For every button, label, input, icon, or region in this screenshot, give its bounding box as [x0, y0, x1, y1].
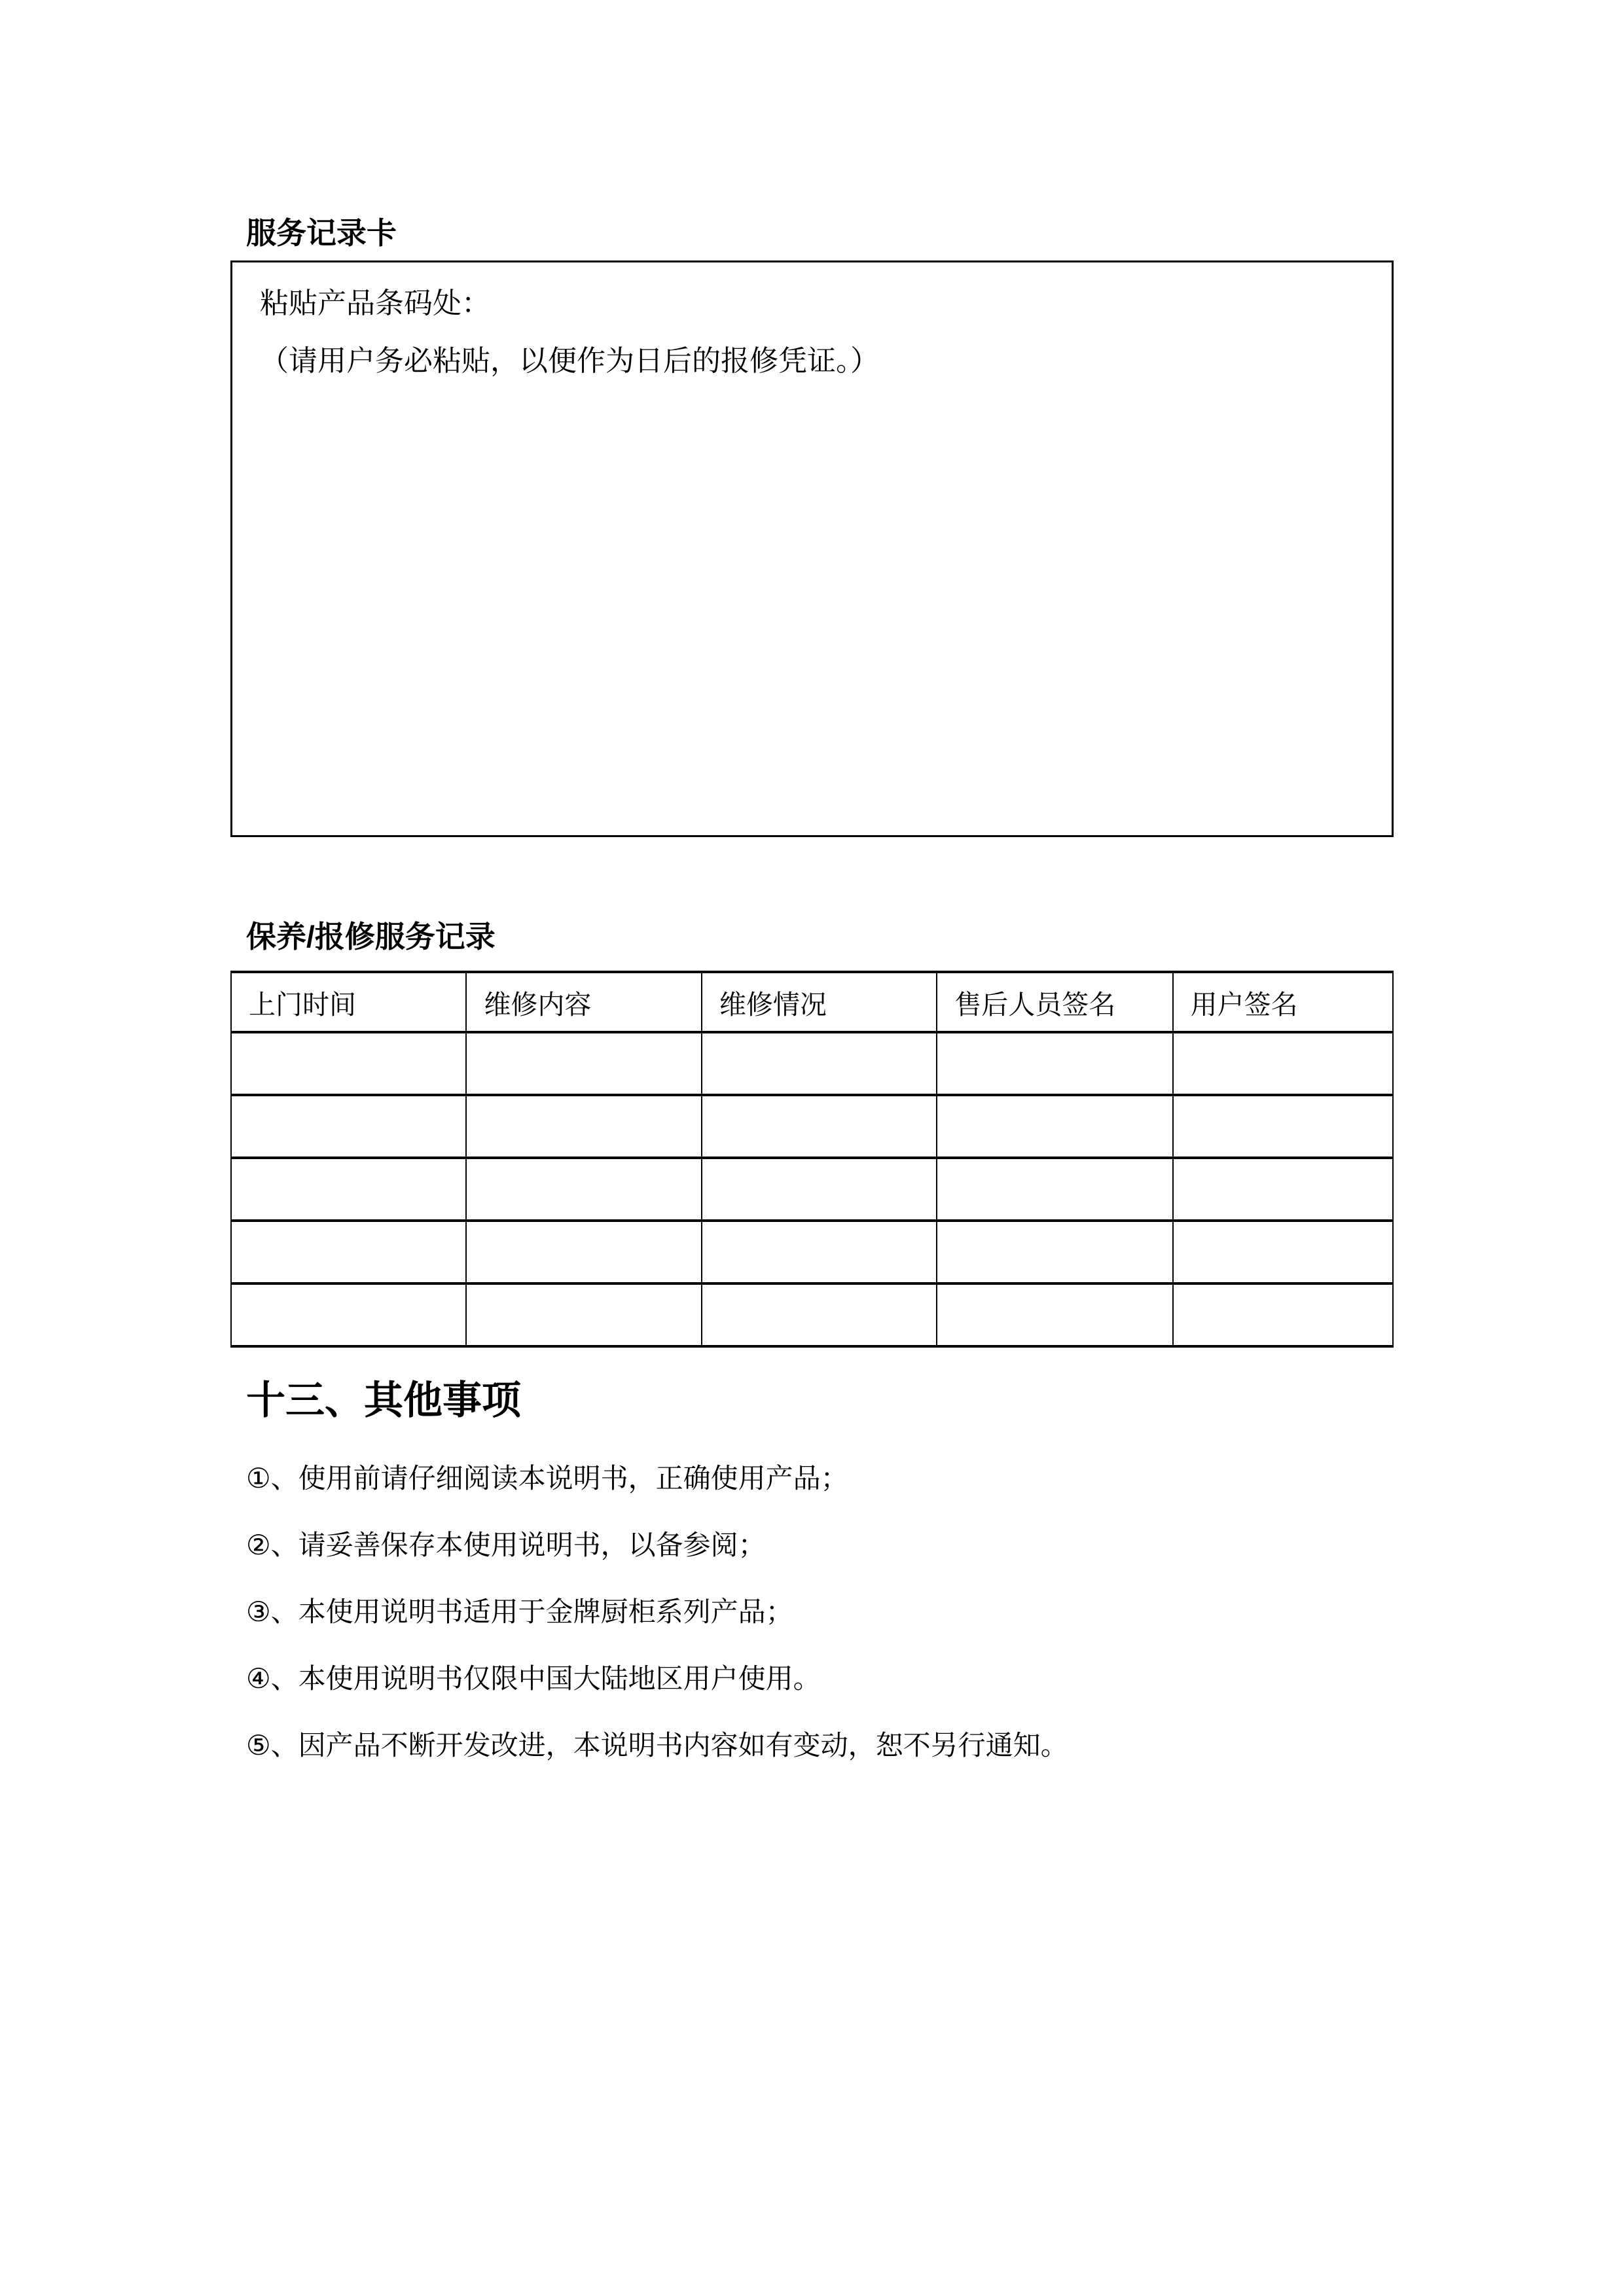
- table-cell: [231, 1095, 466, 1158]
- service-card-title: 服务记录卡: [246, 216, 397, 250]
- table-row: [231, 1158, 1393, 1221]
- table-cell: [702, 1032, 937, 1095]
- table-cell: [466, 1283, 701, 1346]
- table-row: [231, 1032, 1393, 1095]
- table-cell: [466, 1221, 701, 1283]
- table-cell: [702, 1158, 937, 1221]
- table-cell: [702, 1095, 937, 1158]
- table-row: [231, 1283, 1393, 1346]
- table-cell: [466, 1158, 701, 1221]
- table-cell: [1173, 1221, 1393, 1283]
- col-header-repair-content: 维修内容: [466, 972, 701, 1032]
- table-cell: [937, 1283, 1172, 1346]
- table-cell: [231, 1283, 466, 1346]
- other-matters-title: 十三、其他事项: [246, 1378, 521, 1422]
- barcode-box-line2: （请用户务必粘贴，以便作为日后的报修凭证。）: [260, 345, 879, 377]
- table-cell: [466, 1032, 701, 1095]
- col-header-repair-status: 维修情况: [702, 972, 937, 1032]
- table-cell: [466, 1095, 701, 1158]
- table-cell: [231, 1221, 466, 1283]
- table-cell: [231, 1032, 466, 1095]
- other-item-3: ③、本使用说明书适用于金牌厨柜系列产品；: [246, 1596, 793, 1627]
- barcode-sticker-box: [230, 260, 1394, 837]
- table-cell: [937, 1158, 1172, 1221]
- other-item-1: ①、使用前请仔细阅读本说明书，正确使用产品；: [246, 1463, 848, 1494]
- table-cell: [937, 1221, 1172, 1283]
- table-cell: [231, 1158, 466, 1221]
- table-cell: [1173, 1158, 1393, 1221]
- other-item-2: ②、请妥善保存本使用说明书，以备参阅；: [246, 1530, 766, 1560]
- table-cell: [1173, 1032, 1393, 1095]
- col-header-visit-time: 上门时间: [231, 972, 466, 1032]
- table-cell: [937, 1095, 1172, 1158]
- barcode-box-line1: 粘贴产品条码处：: [260, 287, 490, 319]
- table-cell: [702, 1283, 937, 1346]
- table-row: [231, 1221, 1393, 1283]
- other-item-4: ④、本使用说明书仅限中国大陆地区用户使用。: [246, 1663, 821, 1694]
- table-cell: [937, 1032, 1172, 1095]
- maintenance-record-title: 保养/报修服务记录: [246, 920, 496, 954]
- table-cell: [1173, 1095, 1393, 1158]
- table-row: [231, 1095, 1393, 1158]
- maintenance-record-table: [230, 971, 1394, 1348]
- col-header-staff-signature: 售后人员签名: [937, 972, 1172, 1032]
- col-header-user-signature: 用户签名: [1173, 972, 1393, 1032]
- table-cell: [1173, 1283, 1393, 1346]
- table-header-row: [231, 972, 1393, 1032]
- table-cell: [702, 1221, 937, 1283]
- other-item-5: ⑤、因产品不断开发改进，本说明书内容如有变动，恕不另行通知。: [246, 1730, 1068, 1761]
